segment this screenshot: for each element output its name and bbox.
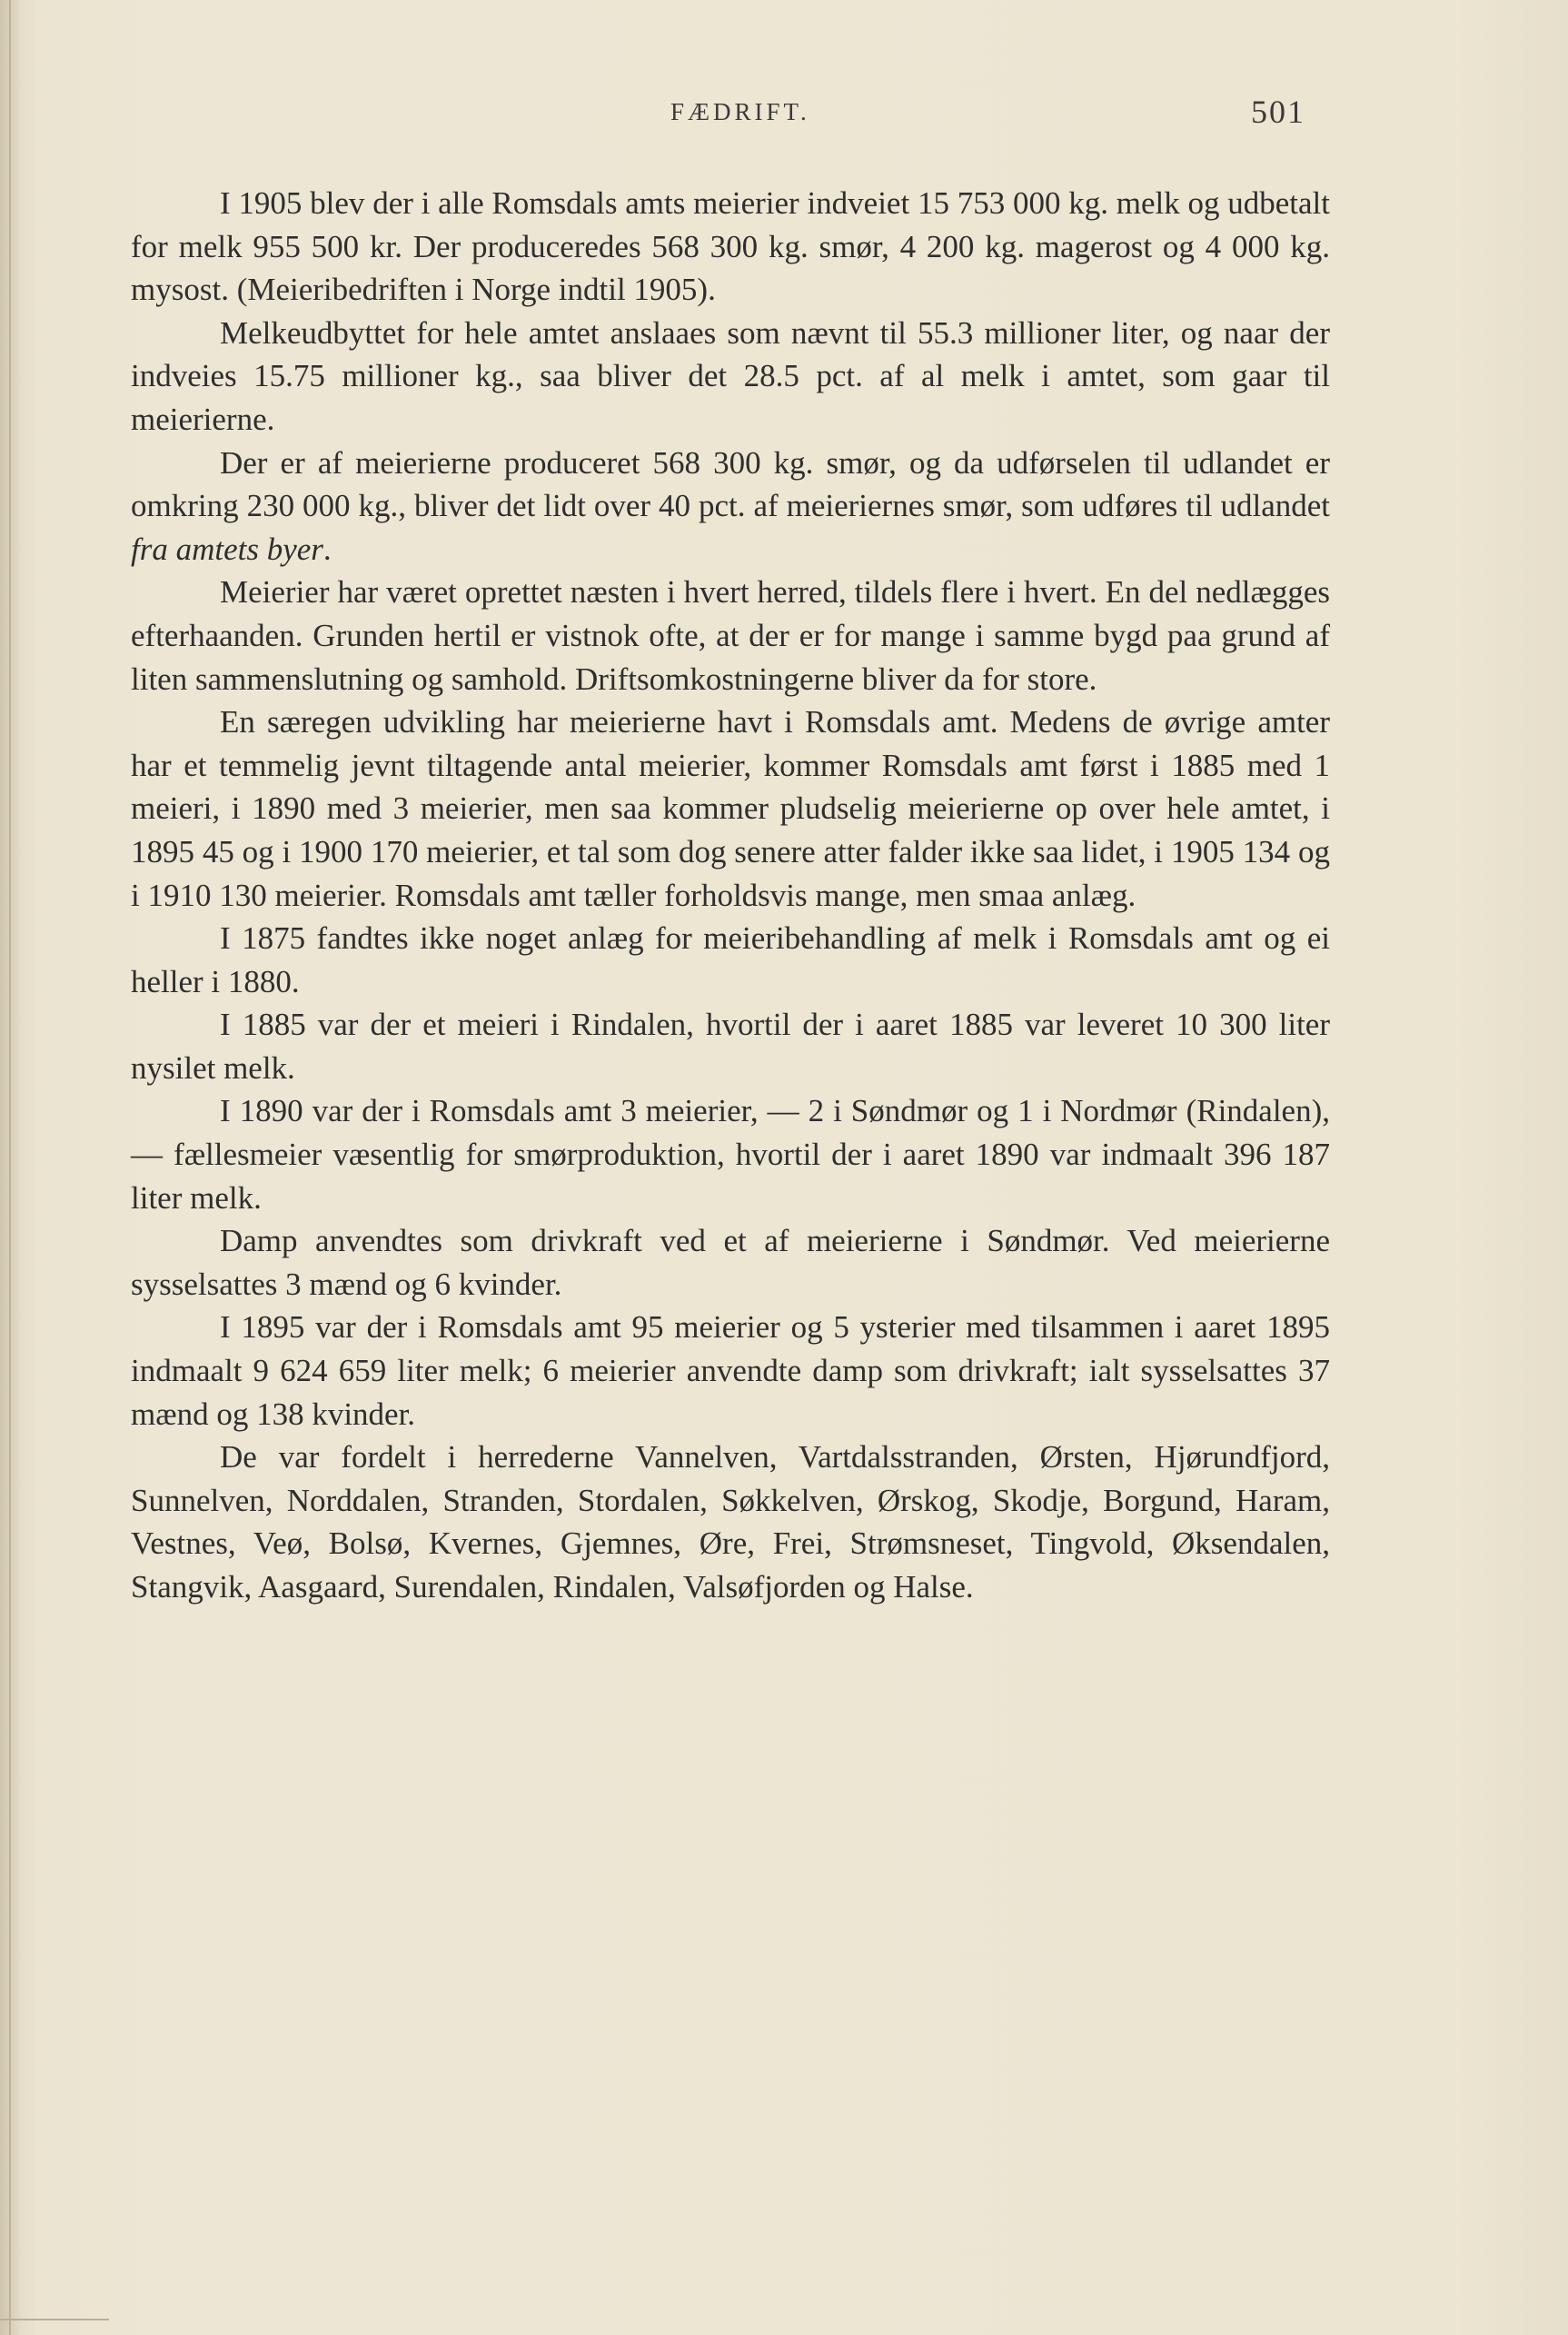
paragraph-3-text: Der er af meierierne produceret 568 300 kg. smør, og da udførselen til udlandet er omkring 230 000 kg., bliver det lidt over 40 pct. af meieriernes smør, som udføres til udlandet bbox=[131, 444, 1330, 524]
paragraph-3-end: . bbox=[323, 531, 332, 567]
paragraph-3-italic: fra amtets byer bbox=[131, 531, 323, 567]
paragraph-8: I 1890 var der i Romsdals amt 3 meierier, — 2 i Søndmør og 1 i Nordmør (Rindalen), — fællesmeier væsentlig for smørproduktion, hvortil der i aaret 1890 var indmaalt 396 187 liter melk. bbox=[131, 1093, 1330, 1216]
running-head: FÆDRIFT. bbox=[670, 98, 810, 125]
paragraph-5: En særegen udvikling har meierierne havt i Romsdals amt. Medens de øvrige amter har et temmelig jevnt tiltagende antal meierier, kommer Romsdals amt først i 1885 med 1 meieri, i 1890 med 3 meierier, men saa kommer pludselig meierierne op over hele amtet, i 1895 45 og i 1900 170 meierier, et tal som dog senere atter falder ikke saa lidet, i 1905 134 og i 1910 130 meierier. Romsdals amt tæller forholdsvis mange, men smaa anlæg. bbox=[131, 704, 1330, 913]
paragraph-1: I 1905 blev der i alle Romsdals amts meierier indveiet 15 753 000 kg. melk og udbetalt for melk 955 500 kr. Der produceredes 568 300 kg. smør, 4 200 kg. magerost og 4 000 kg. mysost. (Meieribedriften i Norge indtil 1905). bbox=[131, 185, 1330, 308]
paragraph-6: I 1875 fandtes ikke noget anlæg for meieribehandling af melk i Romsdals amt og ei heller i 1880. bbox=[131, 920, 1330, 999]
page-number: 501 bbox=[1251, 94, 1305, 130]
paragraph-3 bbox=[131, 442, 1330, 571]
bottom-rule bbox=[0, 2319, 109, 2320]
body-text bbox=[131, 182, 1330, 1609]
paragraph-10: I 1895 var der i Romsdals amt 95 meierier og 5 ysterier med tilsammen i aaret 1895 indmaalt 9 624 659 liter melk; 6 meierier anvendte damp som drivkraft; ialt sysselsattes 37 mænd og 138 kvinder. bbox=[131, 1309, 1330, 1432]
binding-line bbox=[9, 0, 11, 2335]
paragraph-11: De var fordelt i herrederne Vannelven, Vartdalsstranden, Ørsten, Hjørundfjord, Sunnelven, Norddalen, Stranden, Stordalen, Søkkelven, Ørskog, Skodje, Borgund, Haram, Vestnes, Veø, Bolsø, Kvernes, Gjemnes, Øre, Frei, Strømsneset, Tingvold, Øksendalen, Stangvik, Aasgaard, Surendalen, Rindalen, Valsøfjorden og Halse. bbox=[131, 1439, 1330, 1605]
paragraph-4: Meierier har været oprettet næsten i hvert herred, tildels flere i hvert. En del nedlægges efterhaanden. Grunden hertil er vistnok ofte, at der er for mange i samme bygd paa grund af liten sammenslutning og samhold. Driftsomkostningerne bliver da for store. bbox=[131, 574, 1330, 697]
paragraph-2: Melkeudbyttet for hele amtet anslaaes som nævnt til 55.3 millioner liter, og naar der indveies 15.75 millioner kg., saa bliver det 28.5 pct. af al melk i amtet, som gaar til meierierne. bbox=[131, 314, 1330, 437]
paragraph-9: Damp anvendtes som drivkraft ved et af meierierne i Søndmør. Ved meierierne sysselsattes 3 mænd og 6 kvinder. bbox=[131, 1223, 1330, 1302]
paragraph-7: I 1885 var der et meieri i Rindalen, hvortil der i aaret 1885 var leveret 10 300 liter nysilet melk. bbox=[131, 1007, 1330, 1086]
page-header bbox=[0, 94, 1568, 134]
